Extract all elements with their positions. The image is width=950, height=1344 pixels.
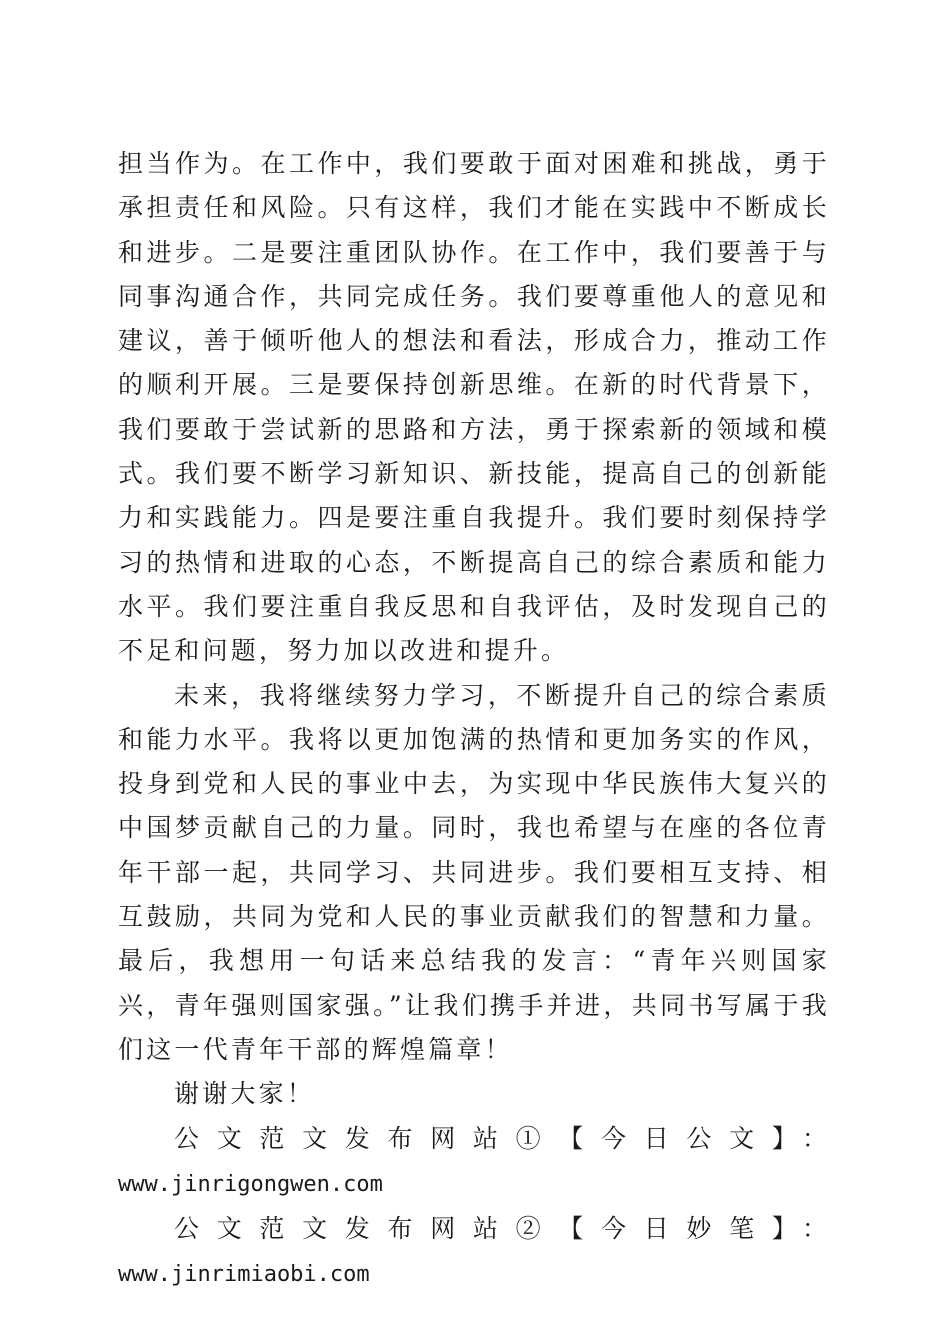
site-line-1: [118, 1117, 830, 1208]
site-label-1: 公文范文发布网站①【今日公文】：: [174, 1123, 830, 1153]
site-url-1: www.jinrigongwen.com: [118, 1171, 383, 1197]
site-label-2: 公文范文发布网站②【今日妙笔】：: [174, 1214, 830, 1244]
paragraph-future: 未来，我将继续努力学习，不断提升自己的综合素质和能力水平。我将以更加饱满的热情和更加务实的作风，投身到党和人民的事业中去，为实现中华民族伟大复兴的中国梦贡献自己的力量。同时，我也希望与在座的各位青年干部一起，共同学习、共同进步。我们要相互支持、相互鼓励，共同为党和人民的事业贡献我们的智慧和力量。最后，我想用一句话来总结我的发言：“青年兴则国家兴，青年强则国家强。”让我们携手并进，共同书写属于我们这一代青年干部的辉煌篇章！: [118, 680, 830, 1064]
site-url-2: www.jinrimiaobi.com: [118, 1262, 370, 1288]
document-body: [118, 142, 830, 1298]
paragraph-continued: 担当作为。在工作中，我们要敢于面对困难和挑战，勇于承担责任和风险。只有这样，我们才能在实践中不断成长和进步。二是要注重团队协作。在工作中，我们要善于与同事沟通合作，共同完成任务。我们要尊重他人的意见和建议，善于倾听他人的想法和看法，形成合力，推动工作的顺利开展。三是要保持创新思维。在新的时代背景下，我们要敢于尝试新的思路和方法，勇于探索新的领域和模式。我们要不断学习新知识、新技能，提高自己的创新能力和实践能力。四是要注重自我提升。我们要时刻保持学习的热情和进取的心态，不断提高自己的综合素质和能力水平。我们要注重自我反思和自我评估，及时发现自己的不足和问题，努力加以改进和提升。: [118, 149, 830, 666]
site-line-2: [118, 1207, 830, 1298]
paragraph-thanks: 谢谢大家！: [174, 1079, 316, 1109]
